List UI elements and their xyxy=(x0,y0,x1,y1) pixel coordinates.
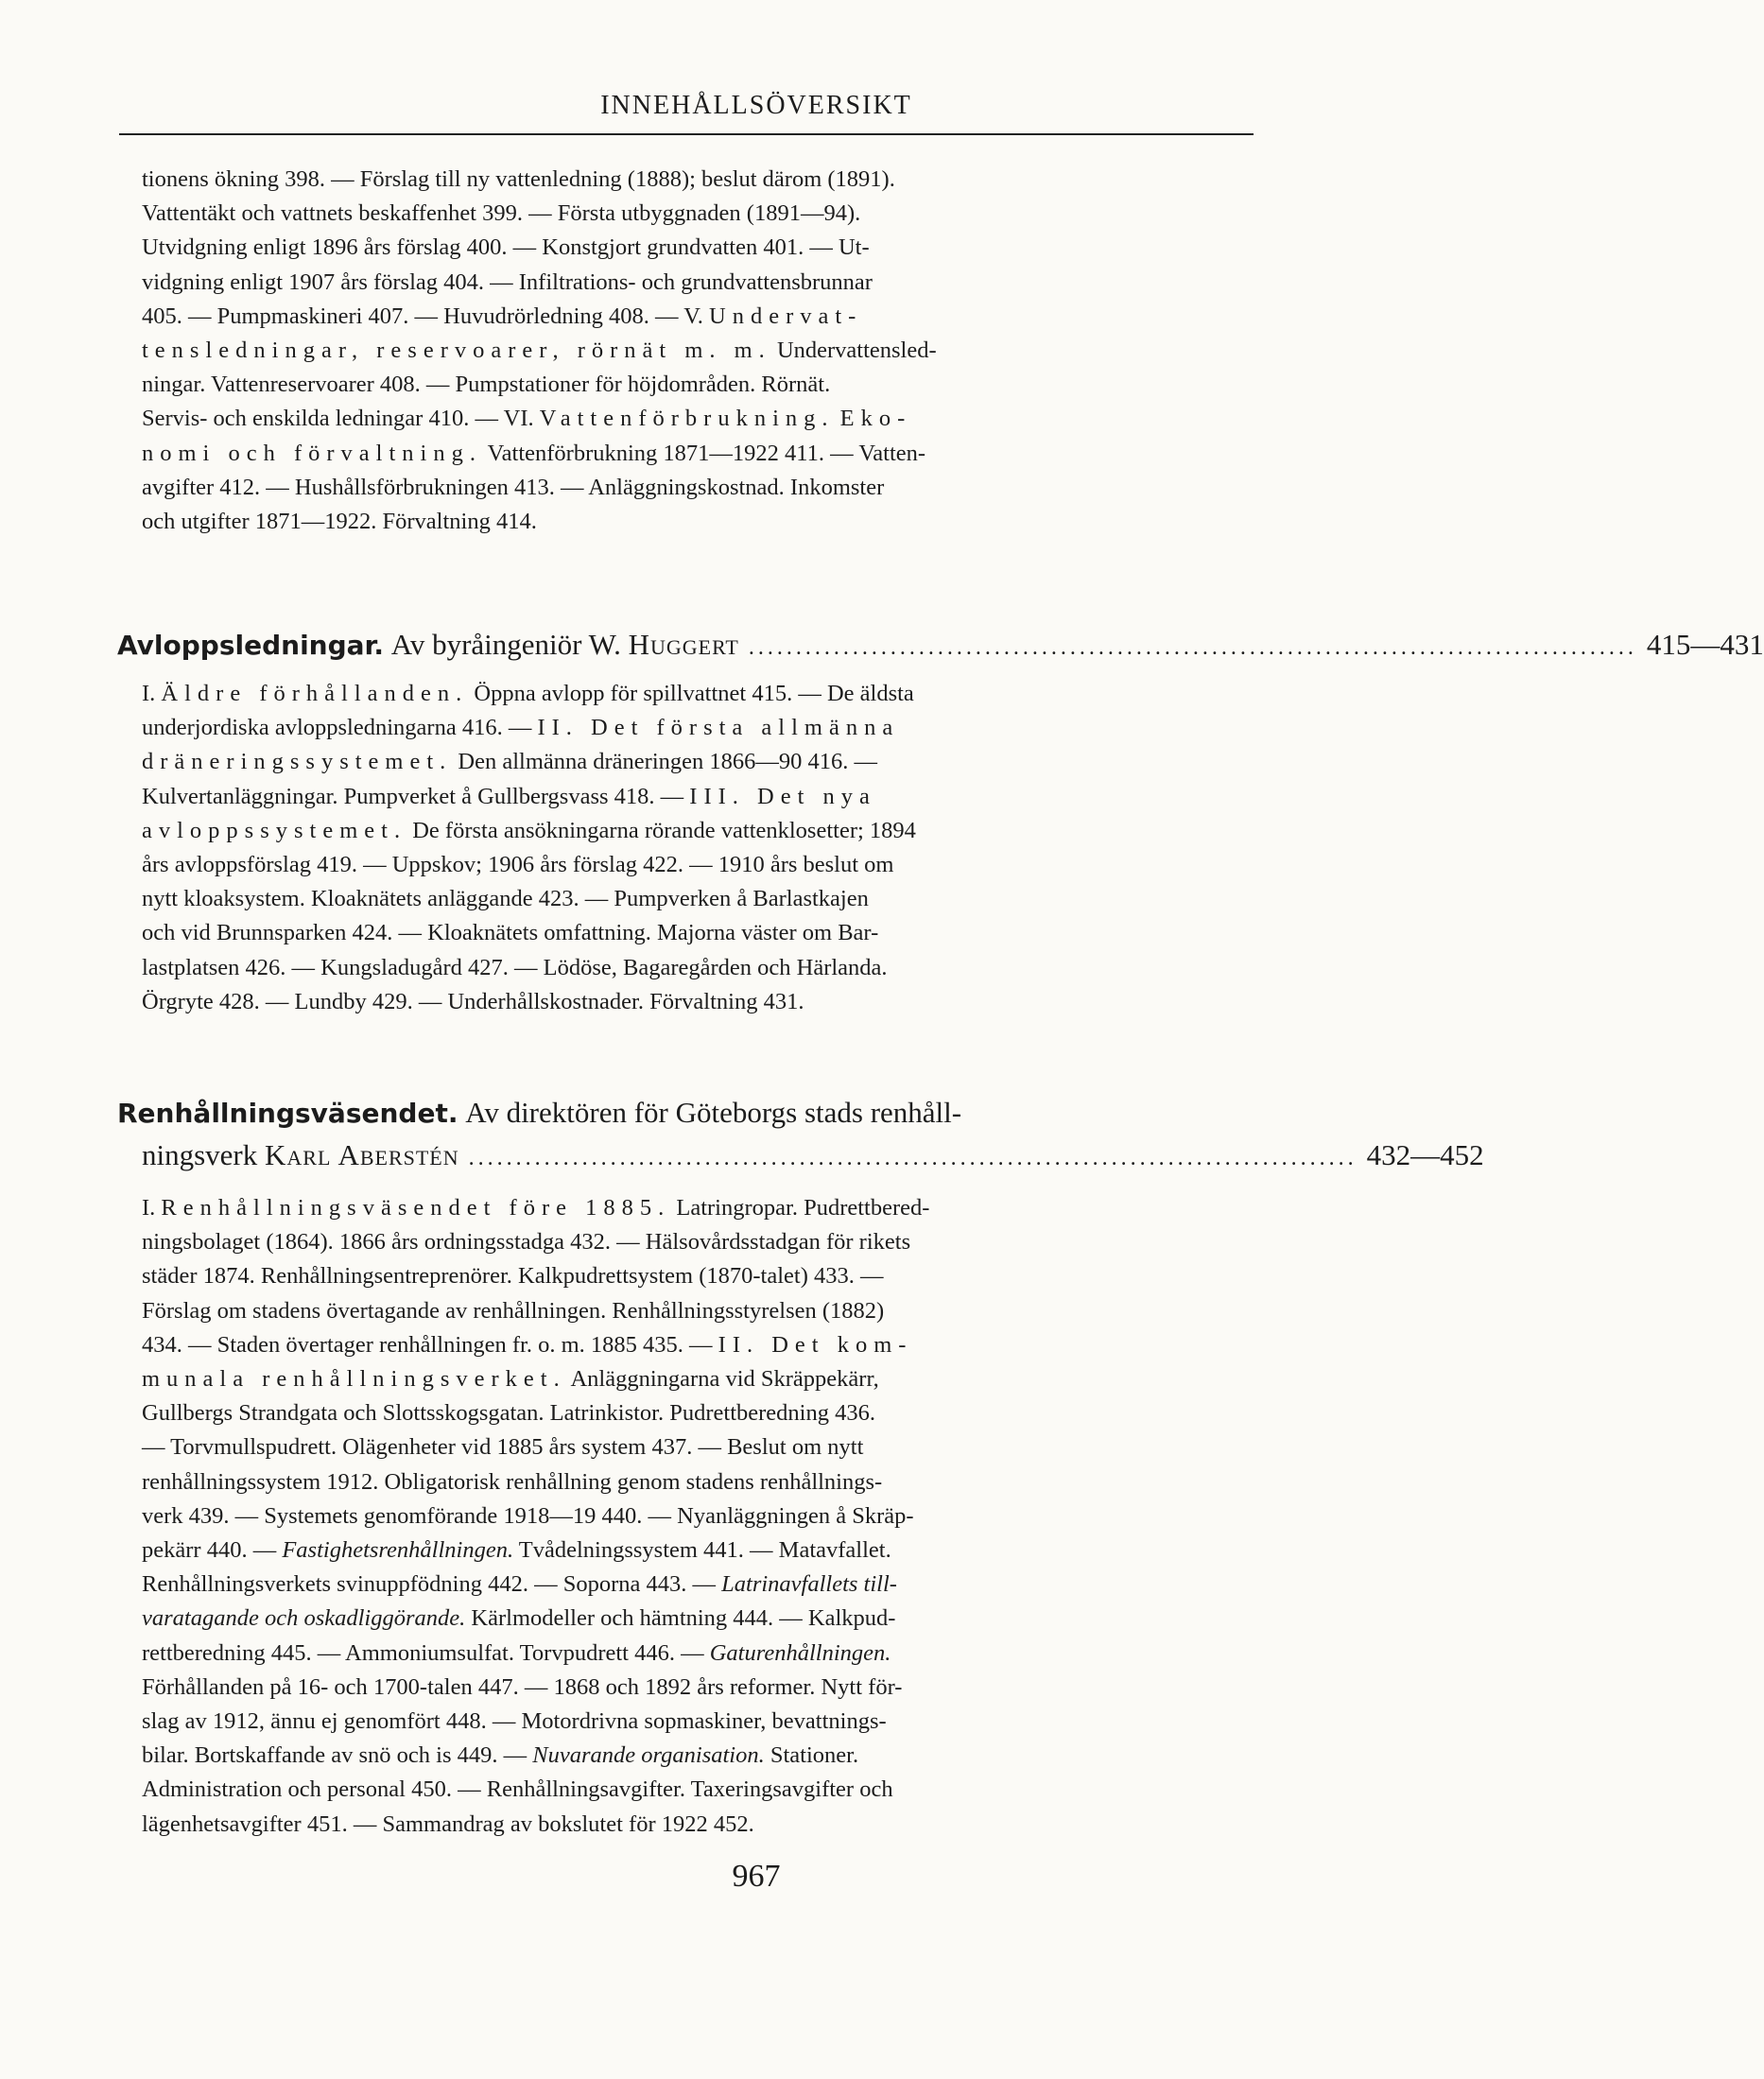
text-line: renhållningssystem 1912. Obligatorisk renhållning genom stadens renhållnings- xyxy=(142,1468,883,1495)
italic-text: Nuvarande organisation. xyxy=(532,1742,765,1769)
text-line xyxy=(142,1739,1133,1773)
text-line xyxy=(142,1533,1133,1568)
text-line xyxy=(142,437,1133,471)
section-heading-text: Av direktören för Göteborgs stads renhåll- xyxy=(465,1096,962,1129)
text-line xyxy=(142,780,1133,814)
text-line xyxy=(142,711,1133,745)
spaced-text: II. Det kom- xyxy=(718,1331,913,1358)
page-number: 967 xyxy=(732,1859,781,1894)
text-line: ningar. Vattenreservoarer 408. — Pumpstationer för höjdområden. Rörnät. xyxy=(142,372,831,398)
text-span: 405. — Pumpmaskineri 407. — Huvudrörledning 408. — V. xyxy=(142,303,703,329)
spaced-text: II. Det första allmänna xyxy=(537,715,900,741)
text-line: Vattentäkt och vattnets beskaffenhet 399. — Första utbyggnaden (1891—94). xyxy=(142,200,861,227)
spaced-text: avloppssystemet. xyxy=(142,817,407,843)
header-rule xyxy=(119,133,1254,135)
spaced-text: Undervat- xyxy=(709,303,863,329)
spaced-text: munala renhållningsverket. xyxy=(142,1366,566,1393)
page-range: 415—431 xyxy=(1646,628,1764,661)
text-line xyxy=(142,334,1133,368)
text-line xyxy=(142,745,1133,779)
text-line: Förhållanden på 16- och 1700-talen 447. — 1868 och 1892 års reformer. Nytt för- xyxy=(142,1673,903,1700)
text-span: Anläggningarna vid Skräppekärr, xyxy=(570,1366,879,1393)
text-span: 434. — Staden övertager renhållningen fr. o. m. 1885 435. — xyxy=(142,1331,713,1358)
spaced-text: tensledningar, reservoarer, rörnät m. m. xyxy=(142,338,771,364)
text-span: Öppna avlopp för spillvattnet 415. — De äldsta xyxy=(474,681,914,706)
text-span: De första ansökningarna rörande vattenklosetter; 1894 xyxy=(412,817,916,843)
text-line: Utvidgning enligt 1896 års förslag 400. — Konstgjort grundvatten 401. — Ut- xyxy=(142,234,870,261)
section-title: Renhållningsväsendet. xyxy=(117,1098,458,1129)
text-span: Latringropar. Pudrettbered- xyxy=(676,1195,930,1221)
leader-dots: .............................................................................................. xyxy=(748,635,1637,660)
section-heading-avlopp xyxy=(117,624,1764,668)
running-head: INNEHÅLLSÖVERSIKT xyxy=(600,91,912,120)
section-heading-text: ningsverk xyxy=(142,1138,258,1171)
text-span: underjordiska avloppsledningarna 416. — xyxy=(142,715,532,741)
text-span: Undervattensled- xyxy=(776,338,937,364)
spaced-text: nomi och förvaltning. xyxy=(142,440,482,466)
text-span: Stationer. xyxy=(770,1742,859,1769)
text-line: och vid Brunnsparken 424. — Kloaknätets omfattning. Majorna väster om Bar- xyxy=(142,920,879,946)
text-line: Administration och personal 450. — Renhållningsavgifter. Taxeringsavgifter och xyxy=(142,1776,893,1803)
leader-dots: .............................................................................................. xyxy=(468,1146,1358,1170)
text-line xyxy=(142,1568,1133,1602)
text-line xyxy=(142,1602,1133,1636)
text-line: nytt kloaksystem. Kloaknätets anläggande 423. — Pumpverken å Barlastkajen xyxy=(142,886,869,912)
text-span: I. xyxy=(142,1195,156,1221)
text-line xyxy=(142,300,1133,334)
text-span: I. xyxy=(142,681,156,706)
section-author-label: Av byråingeniör W. xyxy=(390,628,621,661)
text-line xyxy=(142,1191,1133,1225)
text-line xyxy=(142,1328,1133,1362)
text-span: Kärlmodeller och hämtning 444. — Kalkpud- xyxy=(471,1605,896,1632)
text-line xyxy=(142,677,1133,711)
italic-text: Gaturenhållningen. xyxy=(709,1639,891,1666)
text-span: bilar. Bortskaffande av snö och is 449. — xyxy=(142,1742,527,1769)
section-author-name: Karl Aberstén xyxy=(265,1138,459,1171)
italic-text: Latrinavfallets till- xyxy=(721,1571,897,1598)
text-line: och utgifter 1871—1922. Förvaltning 414. xyxy=(142,509,537,535)
text-line: slag av 1912, ännu ej genomfört 448. — Motordrivna sopmaskiner, bevattnings- xyxy=(142,1708,887,1735)
text-line: vidgning enligt 1907 års förslag 404. — Infiltrations- och grundvattensbrunnar xyxy=(142,269,873,295)
text-line: ningsbolaget (1864). 1866 års ordningsstadga 432. — Hälsovårdsstadgan för rikets xyxy=(142,1229,911,1256)
spaced-text: Vattenförbrukning. xyxy=(539,406,835,432)
text-line: Gullbergs Strandgata och Slottsskogsgatan. Latrinkistor. Pudrettberedning 436. xyxy=(142,1400,875,1427)
text-line: — Torvmullspudrett. Olägenheter vid 1885 års system 437. — Beslut om nytt xyxy=(142,1434,864,1461)
spaced-text: Eko- xyxy=(839,406,912,432)
text-line: Förslag om stadens övertagande av renhållningen. Renhållningsstyrelsen (1882) xyxy=(142,1297,885,1324)
text-line: verk 439. — Systemets genomförande 1918—19 440. — Nyanläggningen å Skräp- xyxy=(142,1502,914,1529)
text-line xyxy=(142,402,1133,436)
section-body-avlopp xyxy=(142,677,1133,1019)
text-line: städer 1874. Renhållningsentreprenörer. Kalkpudrettsystem (1870-talet) 433. — xyxy=(142,1263,884,1290)
text-line xyxy=(142,814,1133,848)
italic-text: Fastighetsrenhållningen. xyxy=(282,1537,514,1564)
text-line: tionens ökning 398. — Förslag till ny vattenledning (1888); beslut därom (1891). xyxy=(142,166,895,192)
text-span: Den allmänna dräneringen 1866—90 416. — xyxy=(458,749,878,775)
text-line: lastplatsen 426. — Kungsladugård 427. — Lödöse, Bagaregården och Härlanda. xyxy=(142,954,888,980)
text-span: Servis- och enskilda ledningar 410. — VI. xyxy=(142,406,534,432)
section-title: Avloppsledningar. xyxy=(117,630,384,661)
spaced-text: Äldre förhållanden. xyxy=(161,681,469,706)
text-line: avgifter 412. — Hushållsförbrukningen 413. — Anläggningskostnad. Inkomster xyxy=(142,474,885,500)
text-span: Tvådelningssystem 441. — Matavfallet. xyxy=(518,1537,891,1564)
section-author-name: Huggert xyxy=(628,628,739,661)
text-span: pekärr 440. — xyxy=(142,1537,277,1564)
text-span: Vattenförbrukning 1871—1922 411. — Vatten- xyxy=(487,440,926,466)
spaced-text: III. Det nya xyxy=(689,783,876,809)
spaced-text: Renhållningsväsendet före 1885. xyxy=(161,1195,671,1221)
italic-text: varatagande och oskadliggörande. xyxy=(142,1605,466,1632)
section-body-renhallning xyxy=(142,1191,1133,1842)
text-line xyxy=(142,1362,1133,1396)
text-span: rettberedning 445. — Ammoniumsulfat. Torvpudrett 446. — xyxy=(142,1639,704,1666)
text-line: års avloppsförslag 419. — Uppskov; 1906 års förslag 422. — 1910 års beslut om xyxy=(142,852,894,878)
section-heading-renhallning xyxy=(117,1092,1484,1179)
spaced-text: dräneringssystemet. xyxy=(142,749,453,775)
text-line: Örgryte 428. — Lundby 429. — Underhållskostnader. Förvaltning 431. xyxy=(142,988,804,1014)
text-span: Renhållningsverkets svinuppfödning 442. — Soporna 443. — xyxy=(142,1571,717,1598)
text-span: Kulvertanläggningar. Pumpverket å Gullbergsvass 418. — xyxy=(142,783,684,809)
text-line xyxy=(142,1637,1133,1671)
section-continuation xyxy=(142,163,1133,539)
page-range: 432—452 xyxy=(1366,1138,1484,1171)
text-line: lägenhetsavgifter 451. — Sammandrag av bokslutet för 1922 452. xyxy=(142,1810,754,1837)
